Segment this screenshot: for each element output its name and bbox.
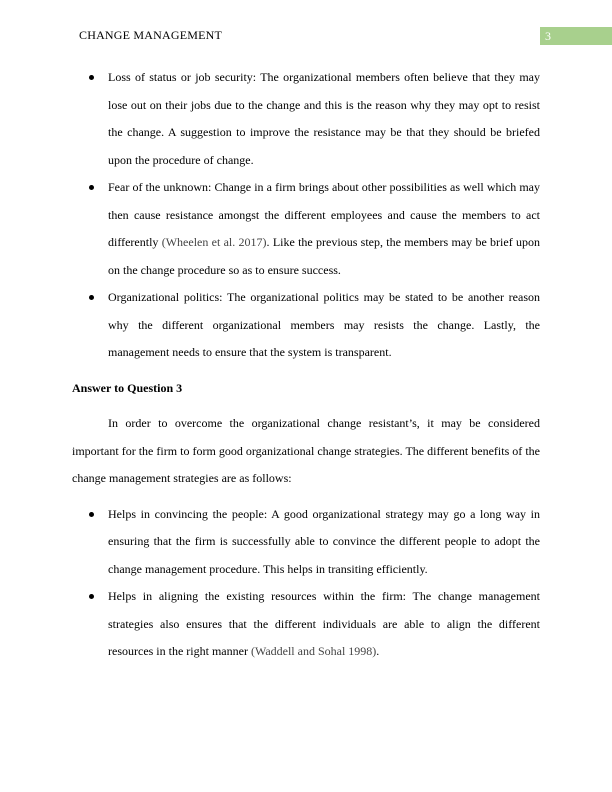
list-item-text: Organizational politics: The organizational politics may be stated to be another reason why the different organizational members may resists the change. Lastly, the management needs to ensure that the system is transparent.: [108, 290, 540, 359]
document-body: [72, 64, 540, 666]
bullet-list-benefits: [72, 501, 540, 666]
list-item-text: Fear of the unknown: Change in a firm brings about other possibilities as well which may then cause resistance amongst the different employees and cause the members to act differently: [108, 180, 540, 249]
bullet-icon: [89, 512, 94, 517]
running-header: CHANGE MANAGEMENT: [79, 28, 223, 42]
list-item-text-continued: . Like the previous step, the members may be brief upon on the change procedure so as to ensure success.: [108, 235, 540, 277]
list-item: [72, 583, 540, 666]
page-number: 3: [540, 27, 612, 45]
list-item: [72, 64, 540, 174]
list-item-text: Helps in convincing the people: A good organizational strategy may go a long way in ensuring that the firm is successfully able to convince the different people to adopt the change management procedure. This helps in transiting efficiently.: [108, 506, 540, 576]
citation: (Waddell and Sohal 1998): [250, 644, 377, 658]
citation: (Wheelen et al. 2017): [161, 235, 267, 249]
bullet-icon: [89, 185, 94, 190]
list-item-text: Helps in aligning the existing resources within the firm: The change management strategies also ensures that the different individuals are able to align the different resources in the right manner: [108, 589, 540, 658]
bullet-icon: [89, 594, 94, 599]
body-paragraph: In order to overcome the organizational change resistant’s, it may be considered important for the firm to form good organizational change strategies. The different benefits of the change management strategies are as follows:: [72, 416, 540, 485]
bullet-list-resistance-causes: [72, 64, 540, 367]
section-heading: Answer to Question 3: [72, 380, 183, 395]
list-item: [72, 501, 540, 584]
list-item: [72, 284, 540, 367]
list-item: [72, 174, 540, 284]
list-item-text-continued: .: [376, 644, 380, 658]
bullet-icon: [89, 295, 94, 300]
bullet-icon: [89, 75, 94, 80]
list-item-text: Loss of status or job security: The organizational members often believe that they may lose out on their jobs due to the change and this is the reason why they may opt to resist the change. A suggestion to improve the resistance may be that they should be briefed upon the procedure of change.: [108, 70, 540, 167]
